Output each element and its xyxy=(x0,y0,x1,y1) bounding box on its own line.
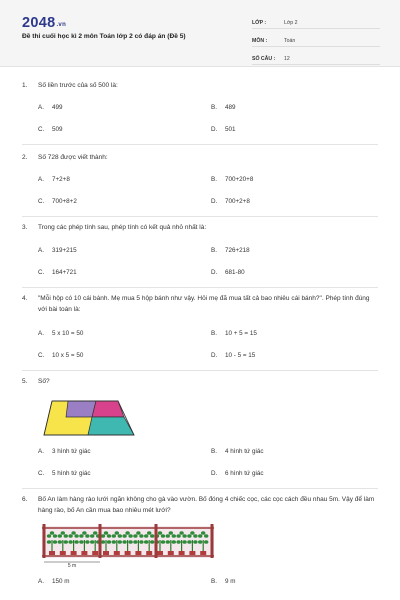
option-5c[interactable] xyxy=(38,470,91,477)
option-text: 726+218 xyxy=(225,247,250,254)
figure-purple-part xyxy=(66,401,96,417)
option-text: 7+2+8 xyxy=(52,176,70,183)
option-letter: B. xyxy=(211,448,217,455)
quadrilateral-figure xyxy=(40,397,136,439)
option-5b[interactable] xyxy=(211,448,264,455)
logo[interactable] xyxy=(22,15,66,31)
option-text: 10 - 5 = 15 xyxy=(225,352,256,359)
question-text: "Mỗi hộp có 10 cái bánh. Mẹ mua 5 hộp bánh như vậy. Hỏi mẹ đã mua tất cả bao nhiêu cái bánh?". Phép tính đúng với bài toán là: xyxy=(38,295,370,313)
question-text: Số 728 được viết thành: xyxy=(38,154,108,161)
option-letter: B. xyxy=(211,176,217,183)
fence-post xyxy=(99,524,102,558)
option-2d[interactable] xyxy=(211,198,250,205)
question-number: 1. xyxy=(22,82,28,89)
option-6a[interactable] xyxy=(38,578,70,585)
option-text: 700+2+8 xyxy=(225,198,250,205)
question-2 xyxy=(22,152,382,163)
fence-post xyxy=(155,524,158,558)
divider xyxy=(22,144,378,145)
option-3b[interactable] xyxy=(211,247,250,254)
option-letter: B. xyxy=(211,578,217,585)
divider xyxy=(22,216,378,217)
option-letter: A. xyxy=(38,330,44,337)
option-text: 489 xyxy=(225,104,236,111)
meta-label: MÔN : xyxy=(252,38,268,44)
option-text: 319+215 xyxy=(52,247,77,254)
option-2b[interactable] xyxy=(211,176,253,183)
option-text: 509 xyxy=(52,126,63,133)
option-2a[interactable] xyxy=(38,176,70,183)
option-letter: A. xyxy=(38,176,44,183)
question-3 xyxy=(22,222,382,233)
option-letter: A. xyxy=(38,578,44,585)
option-text: 5 hình tứ giác xyxy=(52,470,91,477)
distance-label: 5 m xyxy=(67,563,77,568)
page-title: Đề thi cuối học kì 2 môn Toán lớp 2 có đáp án (Đề 5) xyxy=(22,33,186,40)
option-5d[interactable] xyxy=(211,470,264,477)
question-1 xyxy=(22,80,382,91)
option-2c[interactable] xyxy=(38,198,77,205)
option-letter: A. xyxy=(38,104,44,111)
option-text: 700+20+8 xyxy=(225,176,254,183)
option-letter: C. xyxy=(38,126,45,133)
option-letter: C. xyxy=(38,198,45,205)
option-text: 10 x 5 = 50 xyxy=(52,352,84,359)
meta-table xyxy=(252,13,380,67)
option-text: 700+8+2 xyxy=(52,198,77,205)
meta-row-count xyxy=(252,49,380,65)
question-number: 6. xyxy=(22,496,28,503)
option-text: 681-80 xyxy=(225,269,245,276)
meta-value: 12 xyxy=(284,56,290,62)
option-text: 5 x 10 = 50 xyxy=(52,330,84,337)
question-text: Bố An làm hàng rào lưới ngăn không cho gà vào vườn. Bố đóng 4 chiếc cọc, các cọc cách đều nhau 5m. Vậy để làm hàng rào, bố An cần mua bao nhiêu mét lưới? xyxy=(38,496,375,514)
fence-post xyxy=(43,524,46,558)
option-1a[interactable] xyxy=(38,104,63,111)
divider xyxy=(22,370,378,371)
option-text: 501 xyxy=(225,126,236,133)
question-number: 4. xyxy=(22,295,28,302)
fence-post xyxy=(211,524,214,558)
option-1d[interactable] xyxy=(211,126,236,133)
meta-label: LỚP : xyxy=(252,20,267,26)
option-letter: B. xyxy=(211,104,217,111)
plants xyxy=(47,531,209,555)
question-text: Số liền trước của số 500 là: xyxy=(38,82,118,89)
meta-label: SỐ CÂU : xyxy=(252,56,276,62)
option-letter: D. xyxy=(211,352,218,359)
option-text: 9 m xyxy=(225,578,236,585)
option-letter: D. xyxy=(211,470,218,477)
option-text: 164+721 xyxy=(52,269,77,276)
option-text: 150 m xyxy=(52,578,70,585)
option-text: 3 hình tứ giác xyxy=(52,448,91,455)
option-letter: C. xyxy=(38,352,45,359)
option-5a[interactable] xyxy=(38,448,91,455)
meta-row-class xyxy=(252,13,380,29)
option-text: 6 hình tứ giác xyxy=(225,470,264,477)
question-4 xyxy=(22,293,382,315)
divider xyxy=(22,287,378,288)
meta-row-subject xyxy=(252,31,380,47)
question-text: Số? xyxy=(38,378,50,385)
logo-text: 2048 xyxy=(22,15,56,31)
meta-value: Toán xyxy=(284,38,296,44)
fence-illustration xyxy=(40,522,216,568)
option-3c[interactable] xyxy=(38,269,77,276)
option-letter: C. xyxy=(38,269,45,276)
option-3a[interactable] xyxy=(38,247,77,254)
question-6 xyxy=(22,494,382,516)
option-letter: A. xyxy=(38,247,44,254)
option-letter: D. xyxy=(211,269,218,276)
option-letter: B. xyxy=(211,330,217,337)
header xyxy=(0,0,400,67)
option-4a[interactable] xyxy=(38,330,83,337)
question-5 xyxy=(22,376,382,387)
question-number: 3. xyxy=(22,224,28,231)
question-number: 2. xyxy=(22,154,28,161)
option-letter: D. xyxy=(211,198,218,205)
option-3d[interactable] xyxy=(211,269,245,276)
question-number: 5. xyxy=(22,378,28,385)
option-1c[interactable] xyxy=(38,126,63,133)
option-4b[interactable] xyxy=(211,330,257,337)
option-letter: D. xyxy=(211,126,218,133)
option-4c[interactable] xyxy=(38,352,83,359)
option-letter: A. xyxy=(38,448,44,455)
logo-suffix: .vn xyxy=(56,22,67,28)
option-1b[interactable] xyxy=(211,104,236,111)
option-letter: C. xyxy=(38,470,45,477)
question-text: Trong các phép tính sau, phép tính có kết quả nhỏ nhất là: xyxy=(38,224,207,231)
option-letter: B. xyxy=(211,247,217,254)
option-text: 4 hình tứ giác xyxy=(225,448,264,455)
divider xyxy=(22,488,378,489)
option-text: 499 xyxy=(52,104,63,111)
option-text: 10 + 5 = 15 xyxy=(225,330,257,337)
option-6b[interactable] xyxy=(211,578,236,585)
option-4d[interactable] xyxy=(211,352,255,359)
meta-value: Lớp 2 xyxy=(284,20,298,26)
